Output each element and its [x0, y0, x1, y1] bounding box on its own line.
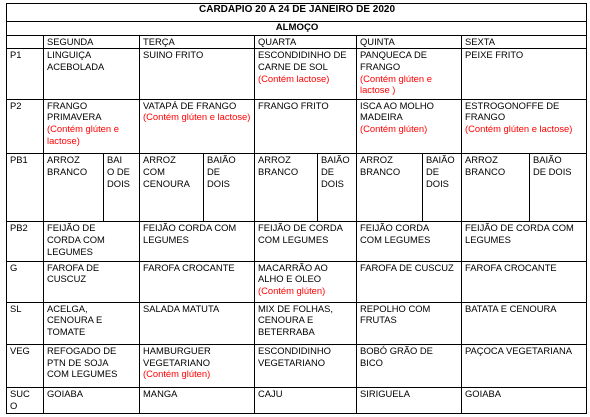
- menu-item: [140, 222, 255, 261]
- menu-item: [44, 49, 140, 99]
- menu-item-baiao: [204, 154, 255, 222]
- menu-table: [6, 3, 587, 414]
- menu-item-line: MACARRÃO AO: [258, 261, 328, 273]
- menu-item-line: COM LEGUMES: [360, 233, 431, 245]
- menu-body: [7, 49, 587, 414]
- day-header-terca: TERÇA: [140, 35, 255, 48]
- menu-item-line: MIX DE FOLHAS,: [258, 302, 334, 314]
- menu-item-line: BETERRABA: [258, 325, 315, 337]
- menu-item-line: BRANCO: [360, 165, 401, 177]
- menu-item-baiao: [104, 154, 140, 222]
- allergen-note: (Contém lactose): [258, 72, 330, 84]
- row-label: P1: [7, 49, 44, 99]
- day-header-sexta: SEXTA: [462, 35, 587, 48]
- menu-item-line: FAROFA CROCANTE: [143, 261, 235, 273]
- allergen-note: (Contém glúten): [360, 122, 428, 134]
- menu-item: [140, 49, 255, 99]
- menu-item-line: BAIÃO: [207, 154, 236, 166]
- menu-item-line: ARROZ: [47, 154, 80, 166]
- menu-item-line: FEIJÃO CORDA COM: [143, 222, 237, 234]
- row-label-line: O: [10, 399, 18, 411]
- menu-item-rice: [140, 154, 204, 222]
- menu-row: [7, 261, 587, 302]
- menu-item-line: BOBÓ GRÃO DE: [360, 344, 433, 356]
- menu-item-line: PTN DE SOJA: [47, 356, 109, 368]
- menu-row: [7, 388, 587, 414]
- menu-row: [7, 154, 587, 222]
- menu-item-line: ALHO E OLEO: [258, 273, 322, 285]
- day-header-segunda: SEGUNDA: [44, 35, 140, 48]
- menu-item: [44, 222, 140, 261]
- menu-item-line: BRANCO: [258, 165, 299, 177]
- menu-item-line: LEGUMES: [47, 245, 93, 257]
- menu-item-line: REPOLHO COM: [360, 302, 431, 314]
- menu-item-rice: [255, 154, 318, 222]
- menu-item-line: DOIS: [321, 177, 344, 189]
- menu-item: [255, 388, 357, 414]
- menu-item-line: PANQUECA DE: [360, 49, 428, 61]
- menu-item: [462, 49, 587, 99]
- menu-item: [357, 99, 462, 154]
- menu-item: [462, 302, 587, 344]
- menu-item-line: DE DOIS: [533, 165, 572, 177]
- menu-item-line: TOMATE: [47, 325, 86, 337]
- menu-item: [140, 344, 255, 387]
- menu-item-line: ARROZ: [258, 154, 291, 166]
- menu-item-line: SALADA MATUTA: [143, 302, 220, 314]
- allergen-note: (Contém glúten e lactose): [465, 122, 573, 134]
- menu-item-line: ESCONDIDINHO: [258, 344, 331, 356]
- menu-item-line: REFOGADO DE: [47, 344, 117, 356]
- menu-item-line: COM: [143, 165, 165, 177]
- menu-row: [7, 302, 587, 344]
- menu-row: [7, 344, 587, 387]
- menu-item: [140, 388, 255, 414]
- row-label: VEG: [7, 344, 44, 387]
- menu-item: [140, 302, 255, 344]
- menu-item-line: ESCONDIDINHO DE: [258, 49, 347, 61]
- meal-title: ALMOÇO: [7, 21, 587, 35]
- menu-item-line: VEGETARIANO: [258, 356, 326, 368]
- allergen-note: (Contém glúten e lactose): [47, 122, 119, 146]
- menu-item-line: LINGUIÇA: [47, 49, 92, 61]
- menu-item: [462, 222, 587, 261]
- menu-item: [44, 99, 140, 154]
- menu-item-line: MANGA: [143, 388, 178, 400]
- allergen-note: (Contém glúten e lactose ): [360, 72, 432, 96]
- menu-item-line: BAIÃO: [321, 154, 350, 166]
- row-label: [7, 388, 44, 414]
- menu-title: CARDÁPIO 20 A 24 DE JANEIRO DE 2020: [7, 4, 587, 22]
- row-label: PB1: [7, 154, 44, 222]
- menu-item-baiao: [423, 154, 462, 222]
- row-label: G: [7, 261, 44, 302]
- menu-row: [7, 99, 587, 154]
- menu-item: [462, 99, 587, 154]
- row-label-line: SUC: [10, 388, 30, 400]
- menu-item-line: ESTROGONOFFE DE: [465, 99, 560, 111]
- menu-item-line: FEIJÃO DE CORDA COM: [465, 222, 574, 234]
- menu-item: [462, 388, 587, 414]
- allergen-note: (Contém glúten e lactose): [143, 111, 251, 123]
- menu-item-rice: [44, 154, 104, 222]
- menu-item-line: PRIMAVERA: [47, 111, 102, 123]
- menu-item-line: BAI: [107, 154, 123, 166]
- menu-item-line: DOIS: [207, 177, 230, 189]
- menu-item: [255, 302, 357, 344]
- menu-item-line: BRANCO: [47, 165, 88, 177]
- menu-item-line: GOIABA: [47, 388, 83, 400]
- menu-item: [255, 344, 357, 387]
- menu-item-line: BICO: [360, 356, 383, 368]
- menu-item-line: ARROZ: [360, 154, 393, 166]
- menu-item: [357, 344, 462, 387]
- menu-item-line: MADEIRA: [360, 111, 403, 123]
- menu-row: [7, 222, 587, 261]
- menu-item-line: CAJU: [258, 388, 283, 400]
- menu-item-line: CENOURA E: [258, 314, 314, 326]
- menu-item-line: FEIJÃO DE: [47, 222, 96, 234]
- menu-item: [140, 99, 255, 154]
- menu-item-line: CUSCUZ: [47, 273, 87, 285]
- menu-item-line: O DE: [107, 165, 130, 177]
- menu-item-line: ARROZ: [143, 154, 176, 166]
- menu-item-line: DOIS: [426, 177, 449, 189]
- menu-item: [255, 222, 357, 261]
- menu-item-line: FEIJÃO CORDA: [360, 222, 430, 234]
- menu-item: [462, 261, 587, 302]
- menu-item-line: VATAPÁ DE FRANGO: [143, 99, 237, 111]
- allergen-note: (Contém glúten): [143, 368, 211, 380]
- menu-item-line: LEGUMES: [143, 233, 189, 245]
- row-label: P2: [7, 99, 44, 154]
- menu-item-line: PAÇOCA VEGETARIANA: [465, 344, 572, 356]
- menu-item: [255, 261, 357, 302]
- menu-item: [255, 99, 357, 154]
- corner-cell: [7, 35, 44, 48]
- menu-item-line: PEIXE FRITO: [465, 49, 524, 61]
- menu-item: [140, 261, 255, 302]
- menu-item-line: ARROZ: [465, 154, 498, 166]
- menu-item-line: DOIS: [107, 177, 130, 189]
- menu-item-line: FRANGO: [47, 99, 88, 111]
- menu-item-line: SUINO FRITO: [143, 49, 204, 61]
- day-header-quarta: QUARTA: [255, 35, 357, 48]
- menu-item-line: CENOURA: [143, 177, 190, 189]
- menu-item-line: COM LEGUMES: [258, 233, 329, 245]
- menu-item: [255, 49, 357, 99]
- menu-item-line: CORDA COM: [47, 233, 105, 245]
- menu-item-rice: [462, 154, 530, 222]
- menu-item: [462, 344, 587, 387]
- menu-item: [44, 344, 140, 387]
- menu-item-line: FRANGO: [465, 111, 506, 123]
- menu-item-line: BRANCO: [465, 165, 506, 177]
- menu-item-line: HAMBURGUER: [143, 344, 211, 356]
- menu-item-line: FAROFA CROCANTE: [465, 261, 557, 273]
- menu-item-line: ISCA AO MOLHO: [360, 99, 434, 111]
- menu-item-line: ACEBOLADA: [47, 60, 105, 72]
- menu-item-line: LEGUMES: [465, 233, 511, 245]
- menu-item: [357, 49, 462, 99]
- menu-item-line: FRUTAS: [360, 314, 397, 326]
- menu-item: [357, 302, 462, 344]
- menu-item-line: DE: [321, 165, 335, 177]
- menu-item-line: SIRIGUELA: [360, 388, 411, 400]
- menu-item-line: BATATA E CENOURA: [465, 302, 557, 314]
- menu-item-line: FRANGO FRITO: [258, 99, 329, 111]
- menu-item: [44, 261, 140, 302]
- menu-item-line: FRANGO: [360, 60, 401, 72]
- menu-item-line: BAIÃO: [426, 154, 455, 166]
- menu-item-line: FEIJÃO DE CORDA: [258, 222, 343, 234]
- menu-item-line: ACELGA,: [47, 302, 88, 314]
- menu-item-line: DE: [426, 165, 440, 177]
- menu-item: [357, 261, 462, 302]
- menu-item-baiao: [318, 154, 357, 222]
- menu-item: [44, 388, 140, 414]
- menu-item: [357, 222, 462, 261]
- allergen-note: (Contém glúten): [258, 284, 326, 296]
- menu-item: [44, 302, 140, 344]
- menu-item-line: FAROFA DE: [47, 261, 100, 273]
- menu-item-line: DE: [207, 165, 221, 177]
- menu-item-line: CARNE DE SOL: [258, 60, 328, 72]
- day-header-quinta: QUINTA: [357, 35, 462, 48]
- menu-item-rice: [357, 154, 423, 222]
- menu-row: [7, 49, 587, 99]
- row-label: SL: [7, 302, 44, 344]
- row-label: PB2: [7, 222, 44, 261]
- menu-item: [357, 388, 462, 414]
- menu-item-line: VEGETARIANO: [143, 356, 211, 368]
- menu-item-line: FAROFA DE CUSCUZ: [360, 261, 454, 273]
- menu-item-line: BAIÃO: [533, 154, 562, 166]
- menu-item-baiao: [530, 154, 587, 222]
- menu-item-line: CENOURA E: [47, 314, 103, 326]
- menu-item-line: GOIABA: [465, 388, 501, 400]
- menu-item-line: COM LEGUMES: [47, 368, 118, 380]
